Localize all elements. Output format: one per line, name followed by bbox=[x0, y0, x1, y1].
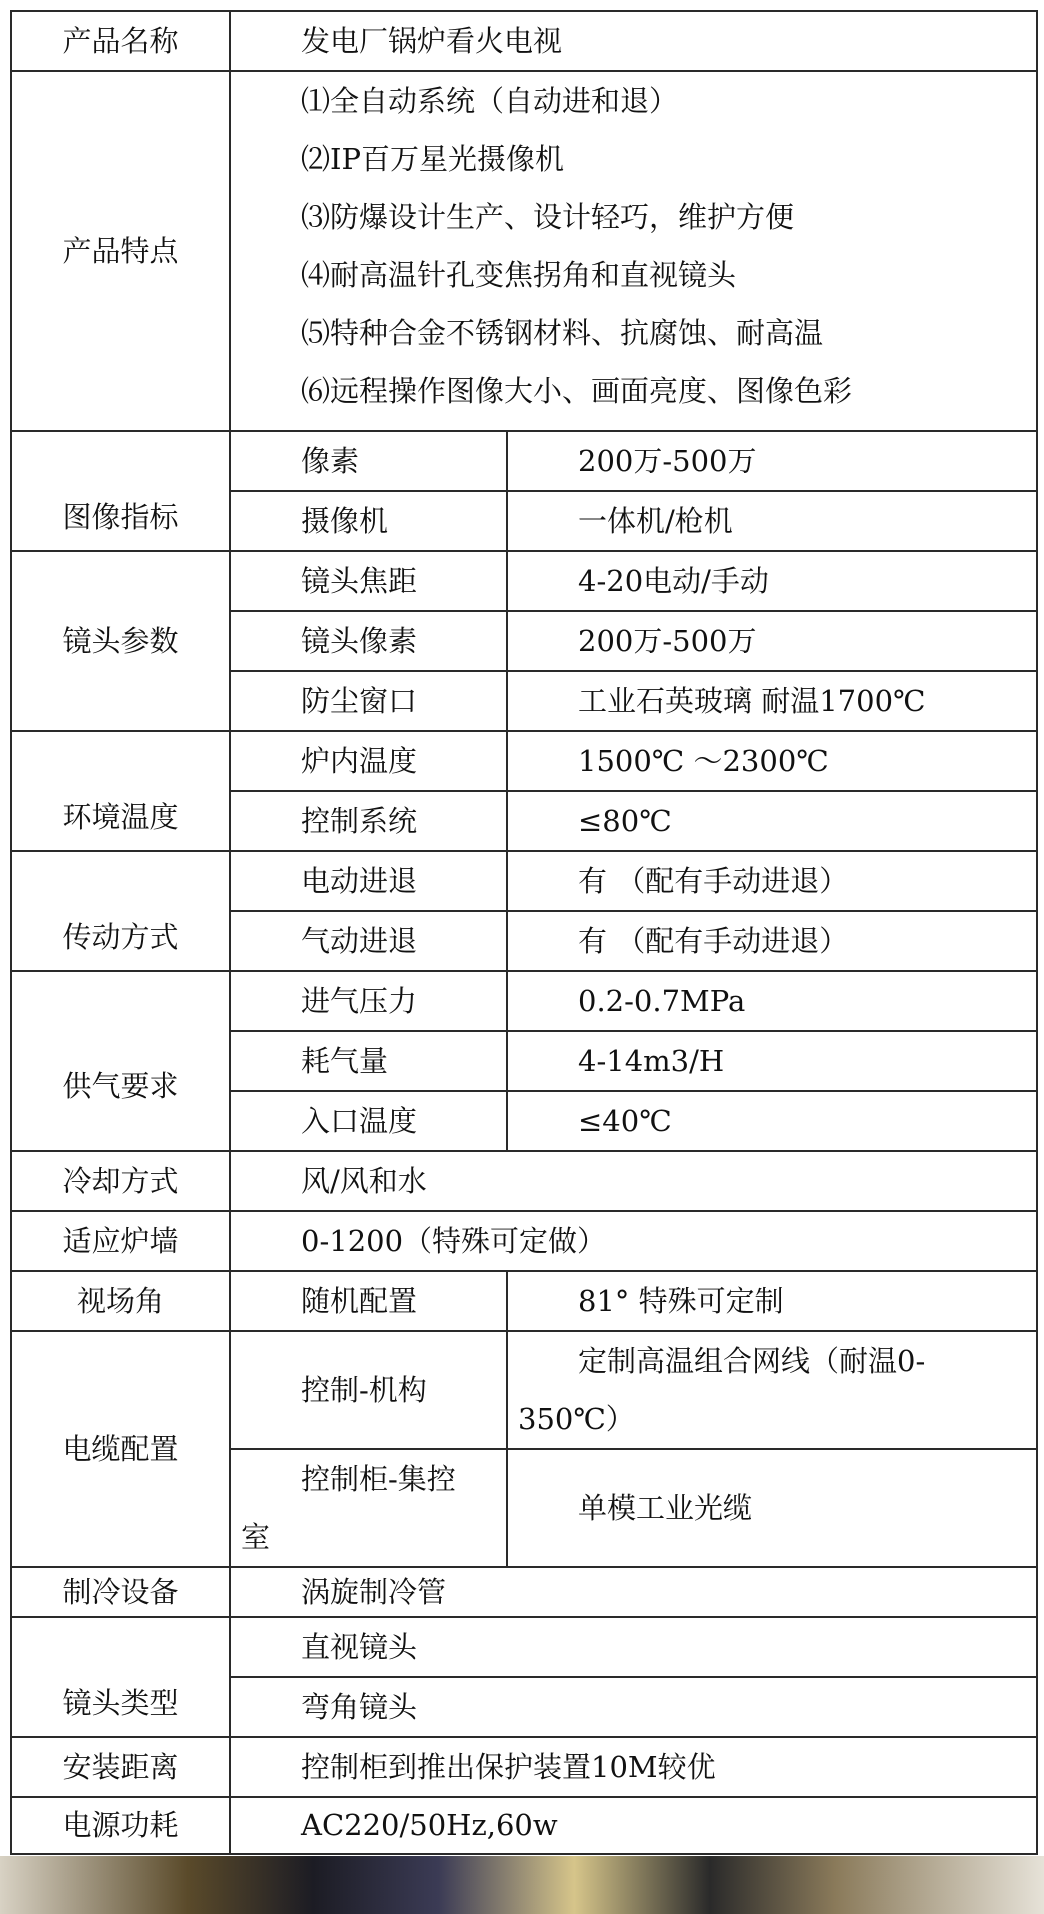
table-row bbox=[11, 431, 1037, 491]
spec-name: 镜头焦距 bbox=[230, 551, 507, 611]
cable-name-line: 控制柜-集控 bbox=[301, 1462, 456, 1496]
table-row bbox=[11, 851, 1037, 911]
spec-name: 炉内温度 bbox=[230, 731, 507, 791]
spec-name: 随机配置 bbox=[230, 1271, 507, 1331]
row-label-cooling: 冷却方式 bbox=[11, 1151, 230, 1211]
feature-item: ⑶防爆设计生产、设计轻巧，维护方便 bbox=[301, 200, 795, 234]
row-label-drive: 传动方式 bbox=[11, 851, 230, 971]
spec-value: ≤40℃ bbox=[507, 1091, 1037, 1151]
row-label-image-specs: 图像指标 bbox=[11, 431, 230, 551]
cable-name-line: 室 bbox=[241, 1520, 271, 1554]
row-label-lens-type: 镜头类型 bbox=[11, 1617, 230, 1737]
spec-value: 0.2-0.7MPa bbox=[507, 971, 1037, 1031]
spec-value: 200万-500万 bbox=[507, 431, 1037, 491]
cable-value-line: 350℃） bbox=[518, 1402, 635, 1436]
spec-value: 有 （配有手动进退） bbox=[507, 911, 1037, 971]
spec-value: 200万-500万 bbox=[507, 611, 1037, 671]
spec-name: 摄像机 bbox=[230, 491, 507, 551]
spec-name: 控制系统 bbox=[230, 791, 507, 851]
table-row bbox=[11, 1797, 1037, 1854]
spec-name: 像素 bbox=[230, 431, 507, 491]
row-label-install: 安装距离 bbox=[11, 1737, 230, 1797]
spec-value: 工业石英玻璃 耐温1700℃ bbox=[507, 671, 1037, 731]
row-label-env-temp: 环境温度 bbox=[11, 731, 230, 851]
spec-value: 1500℃ ～2300℃ bbox=[507, 731, 1037, 791]
spec-name: 镜头像素 bbox=[230, 611, 507, 671]
table-row bbox=[11, 71, 1037, 431]
table-row bbox=[11, 971, 1037, 1031]
spec-name: 防尘窗口 bbox=[230, 671, 507, 731]
row-label-cable: 电缆配置 bbox=[11, 1331, 230, 1567]
feature-item: ⑴全自动系统（自动进和退） bbox=[301, 84, 679, 118]
row-label-features: 产品特点 bbox=[11, 71, 230, 431]
row-label-product-name: 产品名称 bbox=[11, 11, 230, 71]
spec-value: 4-14m3/H bbox=[507, 1031, 1037, 1091]
row-label-lens-params: 镜头参数 bbox=[11, 551, 230, 731]
spec-name: 电动进退 bbox=[230, 851, 507, 911]
spec-name: 进气压力 bbox=[230, 971, 507, 1031]
table-row bbox=[11, 1737, 1037, 1797]
feature-item: ⑹远程操作图像大小、画面亮度、图像色彩 bbox=[301, 374, 853, 408]
cable-value-line: 定制高温组合网线（耐温0- bbox=[578, 1344, 926, 1378]
product-name-value: 发电厂锅炉看火电视 bbox=[230, 11, 1037, 71]
spec-value: 4-20电动/手动 bbox=[507, 551, 1037, 611]
spec-name: 耗气量 bbox=[230, 1031, 507, 1091]
feature-item: ⑸特种合金不锈钢材料、抗腐蚀、耐高温 bbox=[301, 316, 824, 350]
row-label-view-angle: 视场角 bbox=[11, 1271, 230, 1331]
spec-value: 有 （配有手动进退） bbox=[507, 851, 1037, 911]
wall-value: 0-1200（特殊可定做） bbox=[230, 1211, 1037, 1271]
spec-name: 入口温度 bbox=[230, 1091, 507, 1151]
row-label-wall: 适应炉墙 bbox=[11, 1211, 230, 1271]
table-row bbox=[11, 1617, 1037, 1677]
table-row bbox=[11, 1331, 1037, 1449]
cooling-value: 风/风和水 bbox=[230, 1151, 1037, 1211]
feature-item: ⑵IP百万星光摄像机 bbox=[301, 142, 564, 176]
spec-value: 单模工业光缆 bbox=[507, 1449, 1037, 1567]
spec-name: 气动进退 bbox=[230, 911, 507, 971]
spec-name: 控制-机构 bbox=[230, 1331, 507, 1449]
table-row bbox=[11, 731, 1037, 791]
row-label-power: 电源功耗 bbox=[11, 1797, 230, 1854]
row-label-refrigeration: 制冷设备 bbox=[11, 1567, 230, 1617]
lens-type-value: 弯角镜头 bbox=[230, 1677, 1037, 1737]
table-row bbox=[11, 1151, 1037, 1211]
spec-value bbox=[507, 1331, 1037, 1449]
spec-table bbox=[10, 10, 1038, 1855]
spec-value: 一体机/枪机 bbox=[507, 491, 1037, 551]
row-label-air-supply: 供气要求 bbox=[11, 971, 230, 1151]
spec-value: ≤80℃ bbox=[507, 791, 1037, 851]
power-value: AC220/50Hz,60w bbox=[230, 1797, 1037, 1854]
table-row bbox=[11, 1567, 1037, 1617]
table-row bbox=[11, 11, 1037, 71]
spec-name bbox=[230, 1449, 507, 1567]
features-list bbox=[230, 71, 1037, 431]
refrigeration-value: 涡旋制冷管 bbox=[230, 1567, 1037, 1617]
table-row bbox=[11, 551, 1037, 611]
table-row bbox=[11, 1271, 1037, 1331]
feature-item: ⑷耐高温针孔变焦拐角和直视镜头 bbox=[301, 258, 737, 292]
lens-type-value: 直视镜头 bbox=[230, 1617, 1037, 1677]
spec-value: 81° 特殊可定制 bbox=[507, 1271, 1037, 1331]
table-row bbox=[11, 1211, 1037, 1271]
install-value: 控制柜到推出保护装置10M较优 bbox=[230, 1737, 1037, 1797]
bottom-photo-strip bbox=[0, 1856, 1044, 1914]
